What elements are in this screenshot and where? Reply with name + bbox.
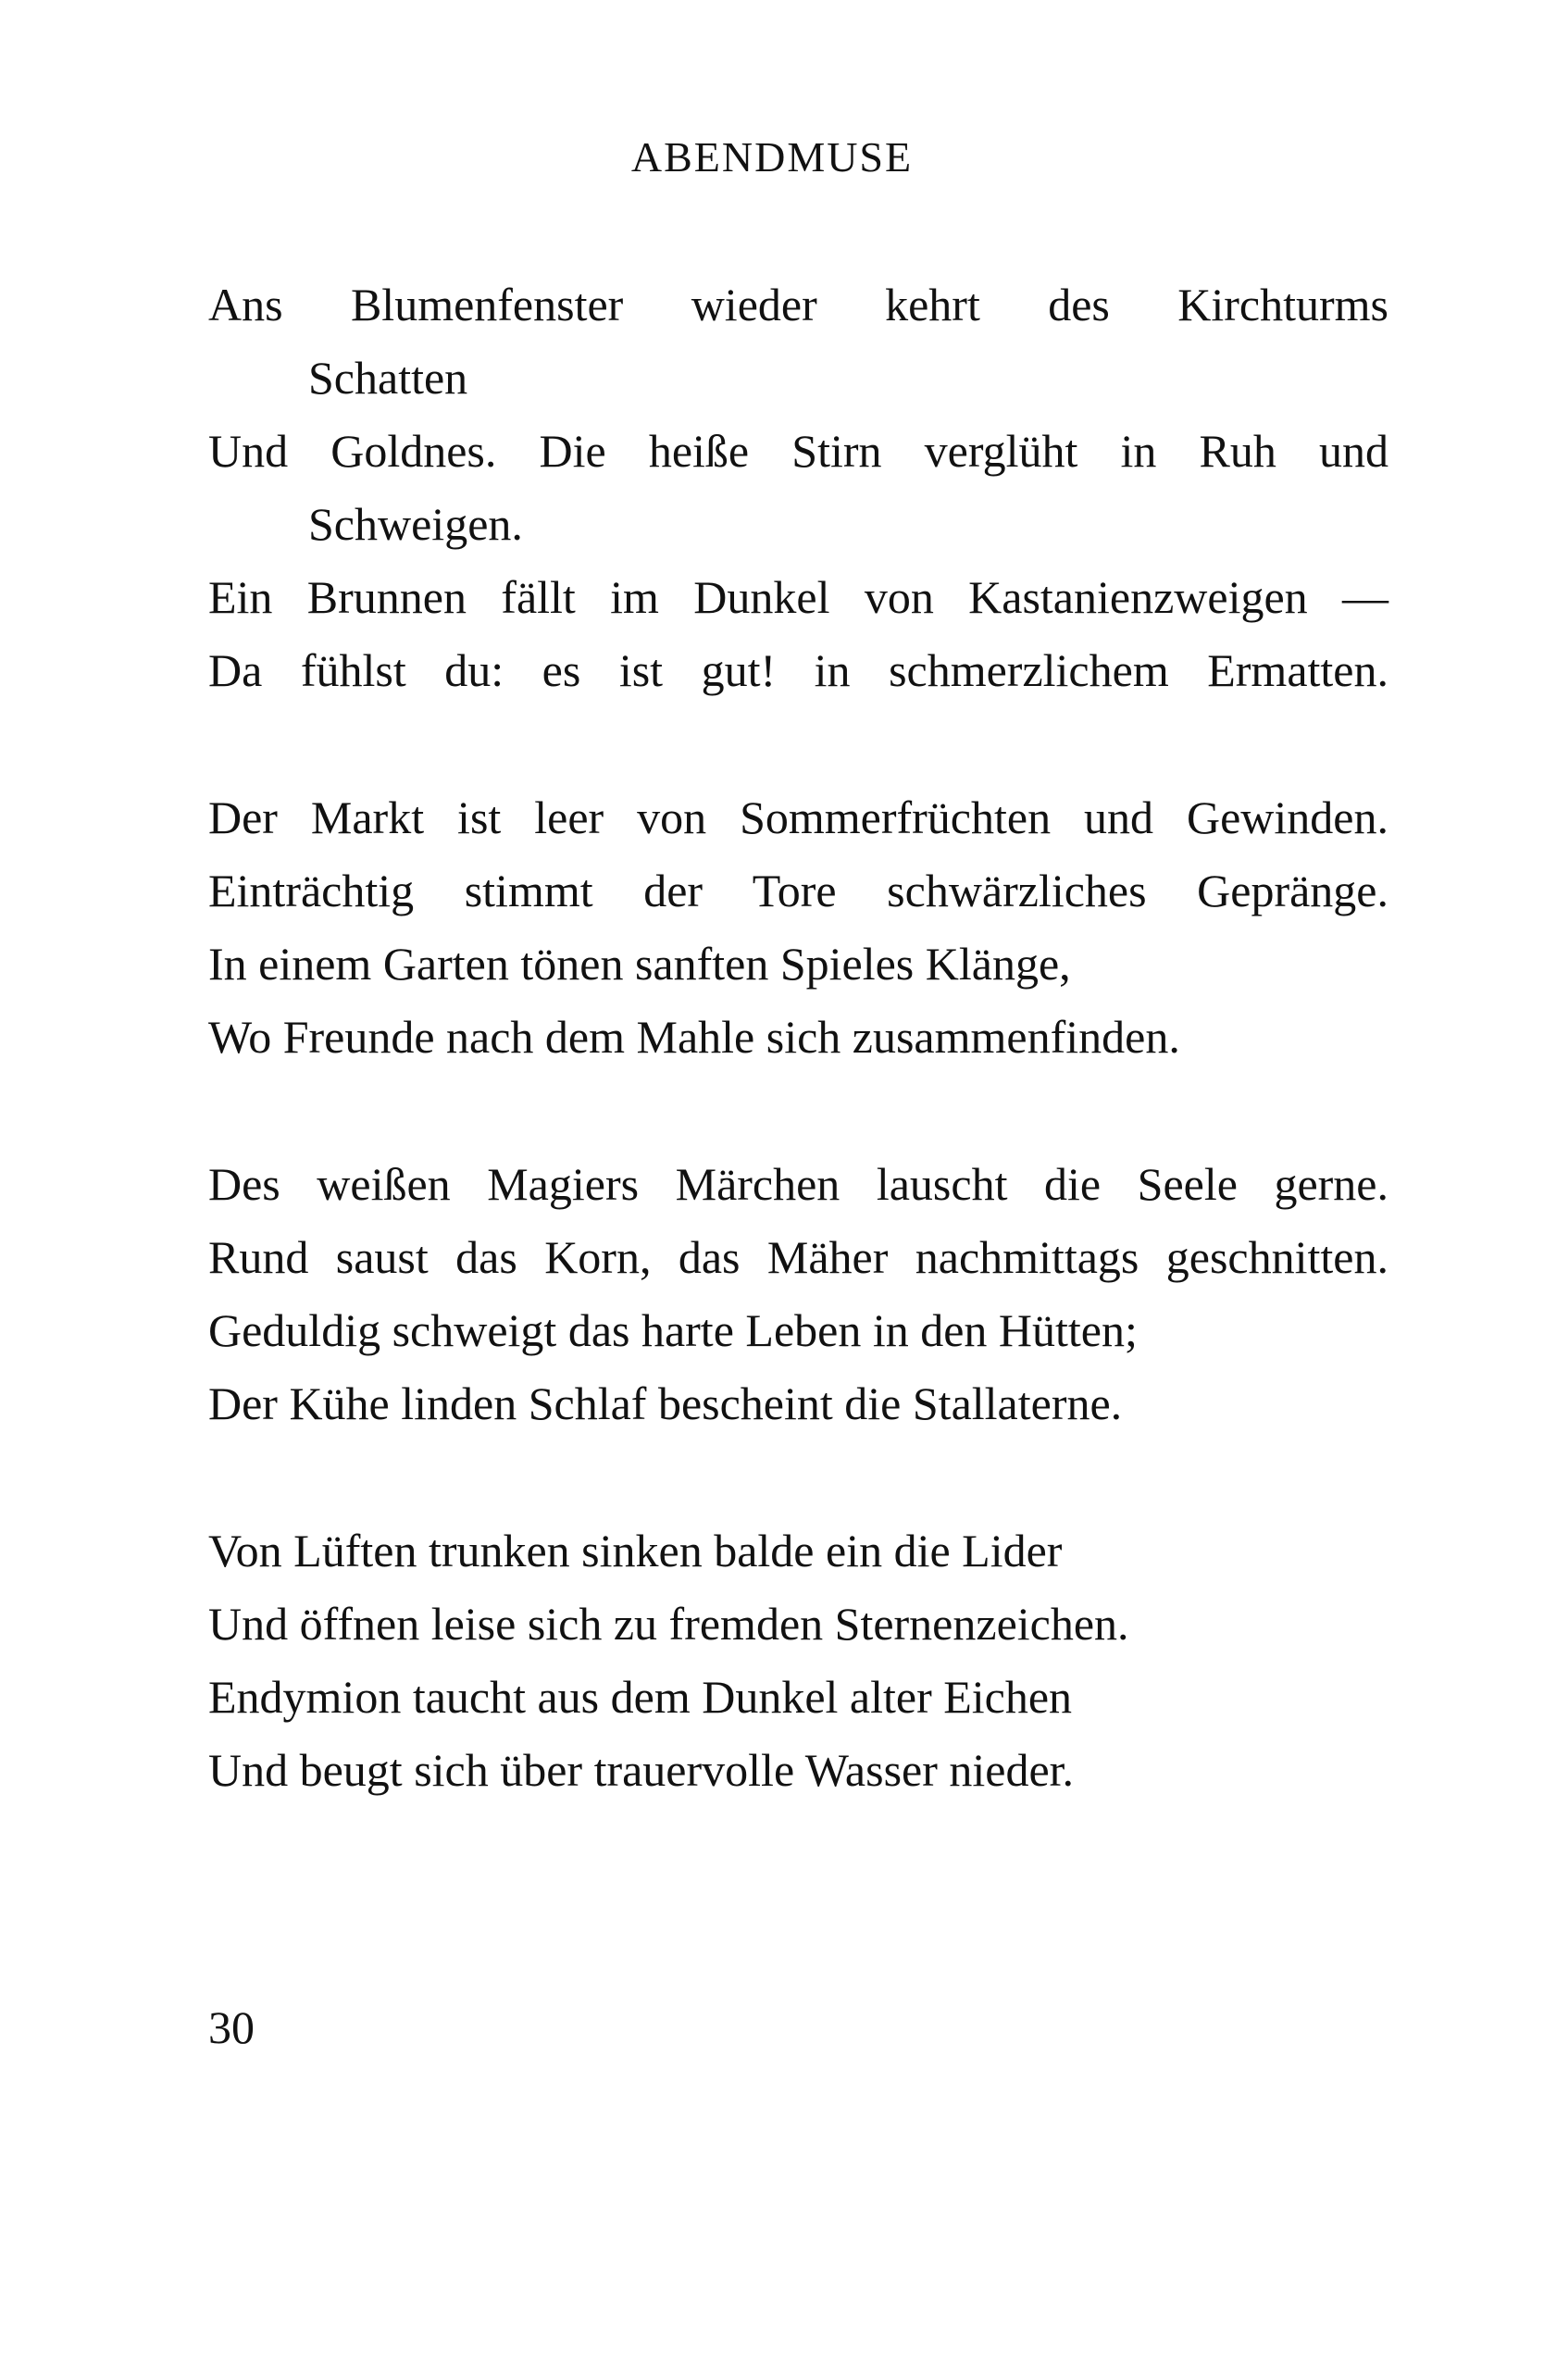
poem-line: Des weißen Magiers Märchen lauscht die Seele gerne. — [208, 1158, 1388, 1210]
poem-line: Einträchtig stimmt der Tore schwärzliches Gepränge. — [208, 865, 1388, 916]
poem-line: Von Lüften trunken sinken balde ein die Lider — [208, 1525, 1063, 1576]
poem-line: Da fühlst du: es ist gut! in schmerzlichem Ermatten. — [208, 644, 1388, 696]
poem-line-continuation: Schatten — [308, 352, 468, 404]
poem-line: Ans Blumenfenster wieder kehrt des Kirchturms — [208, 279, 1388, 330]
page-number: 30 — [208, 2001, 255, 2053]
stanza-2 — [208, 781, 1388, 1074]
poem-line: Geduldig schweigt das harte Leben in den Hütten; — [208, 1304, 1138, 1356]
stanza-3 — [208, 1148, 1388, 1440]
poem-line: Rund saust das Korn, das Mäher nachmittags geschnitten. — [208, 1231, 1388, 1283]
poem-line: Wo Freunde nach dem Mahle sich zusammenfinden. — [208, 1011, 1180, 1063]
poem-line: Der Markt ist leer von Sommerfrüchten und Gewinden. — [208, 791, 1388, 843]
poem-line: Der Kühe linden Schlaf bescheint die Stallaterne. — [208, 1377, 1123, 1429]
poem-line: Und öffnen leise sich zu fremden Sternenzeichen. — [208, 1598, 1129, 1650]
poem-line: Und Goldnes. Die heiße Stirn verglüht in Ruh und — [208, 425, 1388, 477]
poem-body — [208, 268, 1388, 1881]
poem-line: Endymion taucht aus dem Dunkel alter Eichen — [208, 1671, 1073, 1723]
poem-line: Und beugt sich über trauervolle Wasser nieder. — [208, 1744, 1075, 1796]
poem-line-continuation: Schweigen. — [308, 498, 523, 550]
stanza-4 — [208, 1514, 1388, 1807]
stanza-1 — [208, 268, 1388, 707]
poem-title: ABENDMUSE — [630, 133, 914, 181]
poem-line: Ein Brunnen fällt im Dunkel von Kastanienzweigen — — [208, 571, 1388, 623]
poem-line: In einem Garten tönen sanften Spieles Klänge, — [208, 938, 1071, 990]
